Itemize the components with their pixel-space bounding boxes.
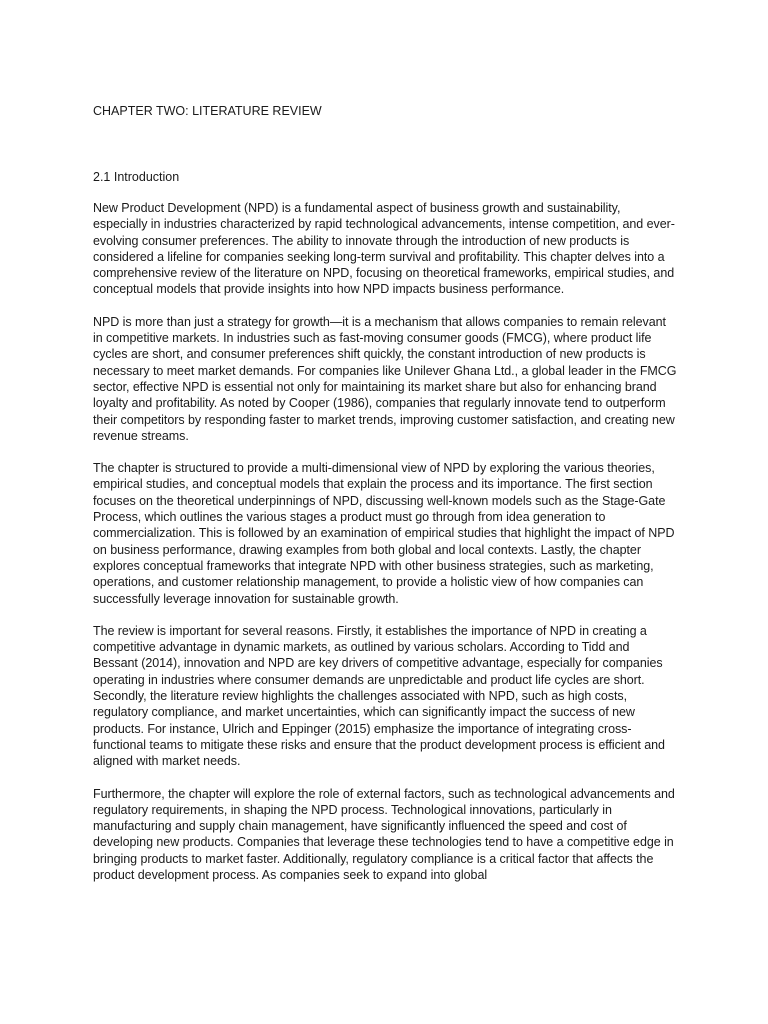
paragraph-3: The chapter is structured to provide a multi-dimensional view of NPD by exploring the various theories, empirical studies, and conceptual models that explain the process and its importance. The first section focuses on the theoretical underpinnings of NPD, discussing well-known models such as the Stage-Gate Process, which outlines the various stages a product must go through from idea generation to commercialization. This is followed by an examination of empirical studies that highlight the impact of NPD on business performance, drawing examples from both global and local contexts. Lastly, the chapter explores conceptual frameworks that integrate NPD with other business strategies, such as marketing, operations, and customer relationship management, to provide a holistic view of how companies can successfully leverage innovation for sustainable growth. [93,461,675,606]
paragraph-1: New Product Development (NPD) is a fundamental aspect of business growth and sustainability, especially in industries characterized by rapid technological advancements, intense competition, and ever-evolving consumer preferences. The ability to innovate through the introduction of new products is considered a lifeline for companies seeking long-term survival and profitability. This chapter delves into a comprehensive review of the literature on NPD, focusing on theoretical frameworks, empirical studies, and conceptual models that provide insights into how NPD impacts business performance. [93,201,675,297]
chapter-title: CHAPTER TWO: LITERATURE REVIEW [93,104,322,118]
section-heading: 2.1 Introduction [93,170,180,184]
paragraph-5: Furthermore, the chapter will explore the role of external factors, such as technological advancements and regulatory requirements, in shaping the NPD process. Technological innovations, particularly in manufacturing and supply chain management, have significantly influenced the speed and cost of developing new products. Companies that leverage these technologies tend to have a competitive edge in bringing products to market faster. Additionally, regulatory compliance is a critical factor that affects the product development process. As companies seek to expand into global [93,786,675,882]
paragraph-2: NPD is more than just a strategy for growth—it is a mechanism that allows companies to remain relevant in competitive markets. In industries such as fast-moving consumer goods (FMCG), where product life cycles are short, and consumer preferences shift quickly, the constant introduction of new products is necessary to meet market demands. For companies like Unilever Ghana Ltd., a global leader in the FMCG sector, effective NPD is essential not only for maintaining its market share but also for enhancing brand loyalty and profitability. As noted by Cooper (1986), companies that regularly innovate tend to outperform their competitors by responding faster to market trends, improving customer satisfaction, and creating new revenue streams. [93,314,677,443]
paragraph-4: The review is important for several reasons. Firstly, it establishes the importance of NPD in creating a competitive advantage in dynamic markets, as outlined by various scholars. According to Tidd and Bessant (2014), innovation and NPD are key drivers of competitive advantage, especially for companies operating in industries where consumer demands are unpredictable and product life cycles are short. Secondly, the literature review highlights the challenges associated with NPD, such as high costs, regulatory compliance, and market uncertainties, which can significantly impact the success of new products. For instance, Ulrich and Eppinger (2015) emphasize the importance of integrating cross-functional teams to mitigate these risks and ensure that the product development process is efficient and aligned with market needs. [93,623,665,769]
document-page [93,102,677,899]
